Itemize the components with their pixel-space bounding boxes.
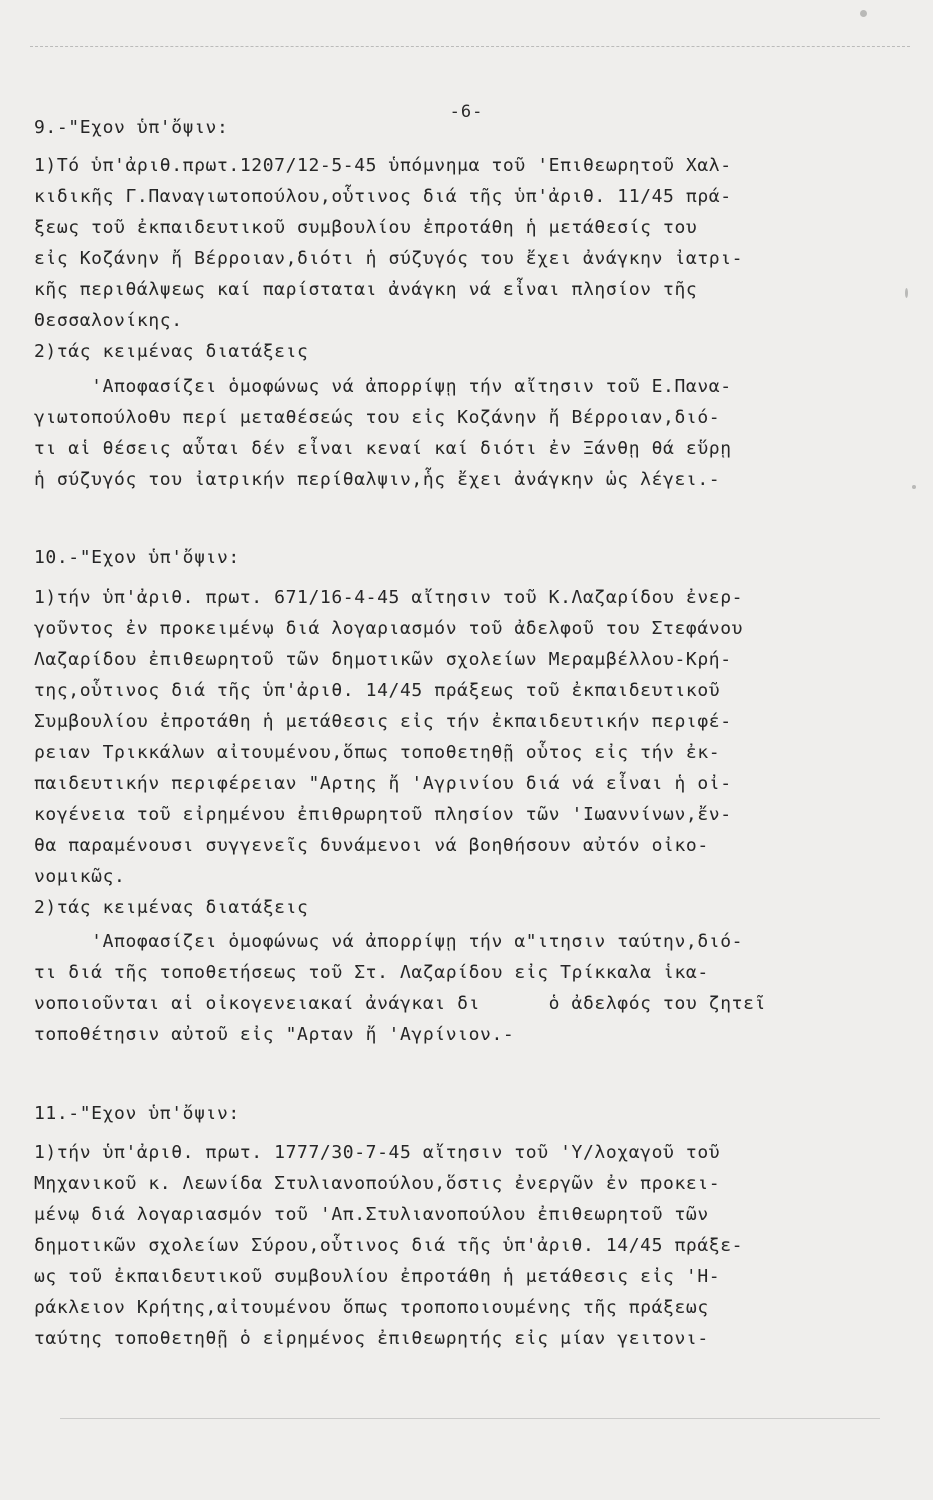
text-line: 2)τάς κειμένας διατάξεις <box>34 341 309 362</box>
text-line: της,οὗτινος διά τῆς ὑπ'ἀριθ. 14/45 πράξεως τοῦ ἐκπαιδευτικοῦ <box>34 680 721 701</box>
text-line: Συμβουλίου ἐπροτάθη ἡ μετάθεσις εἰς τήν ἐκπαιδευτικήν περιφέ- <box>34 711 732 732</box>
text-line: ρειαν Τρικκάλων αἰτουμένου,ὅπως τοποθετηθῇ οὗτος εἰς τήν ἐκ- <box>34 742 721 763</box>
text-line: 10.-"Εχον ὑπ'ὄψιν: <box>34 547 240 568</box>
text-line: ξεως τοῦ ἐκπαιδευτικοῦ συμβουλίου ἐπροτάθη ἡ μετάθεσίς του <box>34 217 698 238</box>
page-number: -6- <box>449 102 484 122</box>
text-line: ράκλειον Κρήτης,αἰτουμένου ὅπως τροποποιουμένης τῆς πράξεως <box>34 1297 709 1318</box>
text-line: ως τοῦ ἐκπαιδευτικοῦ συμβουλίου ἐπροτάθη ἡ μετάθεσις εἰς 'Η- <box>34 1266 721 1287</box>
text-line: γιωτοπούλοθυ περί μεταθέσεώς του εἰς Κοζάνην ἤ Βέρροιαν,διό- <box>34 407 721 428</box>
text-line: τι διά τῆς τοποθετήσεως τοῦ Στ. Λαζαρίδου εἰς Τρίκκαλα ἱκα- <box>34 962 709 983</box>
text-line: κιδικῆς Γ.Παναγιωτοπούλου,οὗτινος διά τῆς ὑπ'ἀριθ. 11/45 πρά- <box>34 186 732 207</box>
ink-spot <box>905 288 908 298</box>
text-line: θα παραμένουσι συγγενεῖς δυνάμενοι νά βοηθήσουν αὐτόν οἰκο- <box>34 835 709 856</box>
text-line: δημοτικῶν σχολείων Σύρου,οὗτινος διά τῆς ὑπ'ἀριθ. 14/45 πράξε- <box>34 1235 744 1256</box>
text-line: νοποιοῦνται αἱ οἰκογενειακαί ἀνάγκαι δι ὁ ἀδελφός του ζητεῖ <box>34 993 766 1014</box>
text-line: 11.-"Εχον ὑπ'ὄψιν: <box>34 1103 240 1124</box>
text-line: 2)τάς κειμένας διατάξεις <box>34 897 309 918</box>
text-line: μένῳ διά λογαριασμόν τοῦ 'Απ.Στυλιανοπούλου ἐπιθεωρητοῦ τῶν <box>34 1204 709 1225</box>
text-line: γοῦντος ἐν προκειμένῳ διά λογαριασμόν τοῦ ἀδελφοῦ του Στεφάνου <box>34 618 744 639</box>
bottom-edge-rule <box>60 1418 880 1419</box>
text-line: Θεσσαλονίκης. <box>34 310 183 331</box>
text-line: νομικῶς. <box>34 866 126 887</box>
text-line: 9.-"Εχον ὑπ'ὄψιν: <box>34 117 229 138</box>
ink-spot <box>860 10 867 17</box>
text-line: παιδευτικήν περιφέρειαν "Αρτης ἤ 'Αγρινίου διά νά εἶναι ἡ οἰ- <box>34 773 732 794</box>
text-line: ἡ σύζυγός του ἰατρικήν περίθαλψιν,ἧς ἔχει ἀνάγκην ὡς λέγει.- <box>34 469 721 490</box>
text-line: 1)τήν ὑπ'ἀριθ. πρωτ. 1777/30-7-45 αἴτησιν τοῦ 'Υ/λοχαγοῦ τοῦ <box>34 1142 721 1163</box>
text-line: 'Αποφασίζει ὁμοφώνως νά ἀπορρίψῃ τήν αἴτησιν τοῦ Ε.Πανα- <box>34 376 732 397</box>
text-line: 1)Τό ὑπ'ἀριθ.πρωτ.1207/12-5-45 ὑπόμνημα τοῦ 'Επιθεωρητοῦ Χαλ- <box>34 155 732 176</box>
text-line: Λαζαρίδου ἐπιθεωρητοῦ τῶν δημοτικῶν σχολείων Μεραμβέλλου-Κρή- <box>34 649 732 670</box>
text-line: κογένεια τοῦ εἰρημένου ἐπιθρωρητοῦ πλησίον τῶν 'Ιωαννίνων,ἔν- <box>34 804 732 825</box>
top-edge-rule <box>30 46 910 47</box>
text-line: τι αἱ θέσεις αὗται δέν εἶναι κεναί καί διότι ἐν Ξάνθῃ θά εὕρῃ <box>34 438 732 459</box>
text-line: 'Αποφασίζει ὁμοφώνως νά ἀπορρίψῃ τήν α"ιτησιν ταύτην,διό- <box>34 931 744 952</box>
text-line: εἰς Κοζάνην ἤ Βέρροιαν,διότι ἡ σύζυγός του ἔχει ἀνάγκην ἰατρι- <box>34 248 744 269</box>
text-line: 1)τήν ὑπ'ἀριθ. πρωτ. 671/16-4-45 αἴτησιν τοῦ Κ.Λαζαρίδου ἐνερ- <box>34 587 744 608</box>
text-line: κῆς περιθάλψεως καί παρίσταται ἀνάγκη νά εἶναι πλησίον τῆς <box>34 279 698 300</box>
ink-spot <box>912 485 916 489</box>
text-line: τοποθέτησιν αὐτοῦ εἰς "Αρταν ἤ 'Αγρίνιον.- <box>34 1024 515 1045</box>
text-line: ταύτης τοποθετηθῇ ὁ εἰρημένος ἐπιθεωρητής εἰς μίαν γειτονι- <box>34 1328 709 1349</box>
text-line: Μηχανικοῦ κ. Λεωνίδα Στυλιανοπούλου,ὅστις ἐνεργῶν ἐν προκει- <box>34 1173 721 1194</box>
